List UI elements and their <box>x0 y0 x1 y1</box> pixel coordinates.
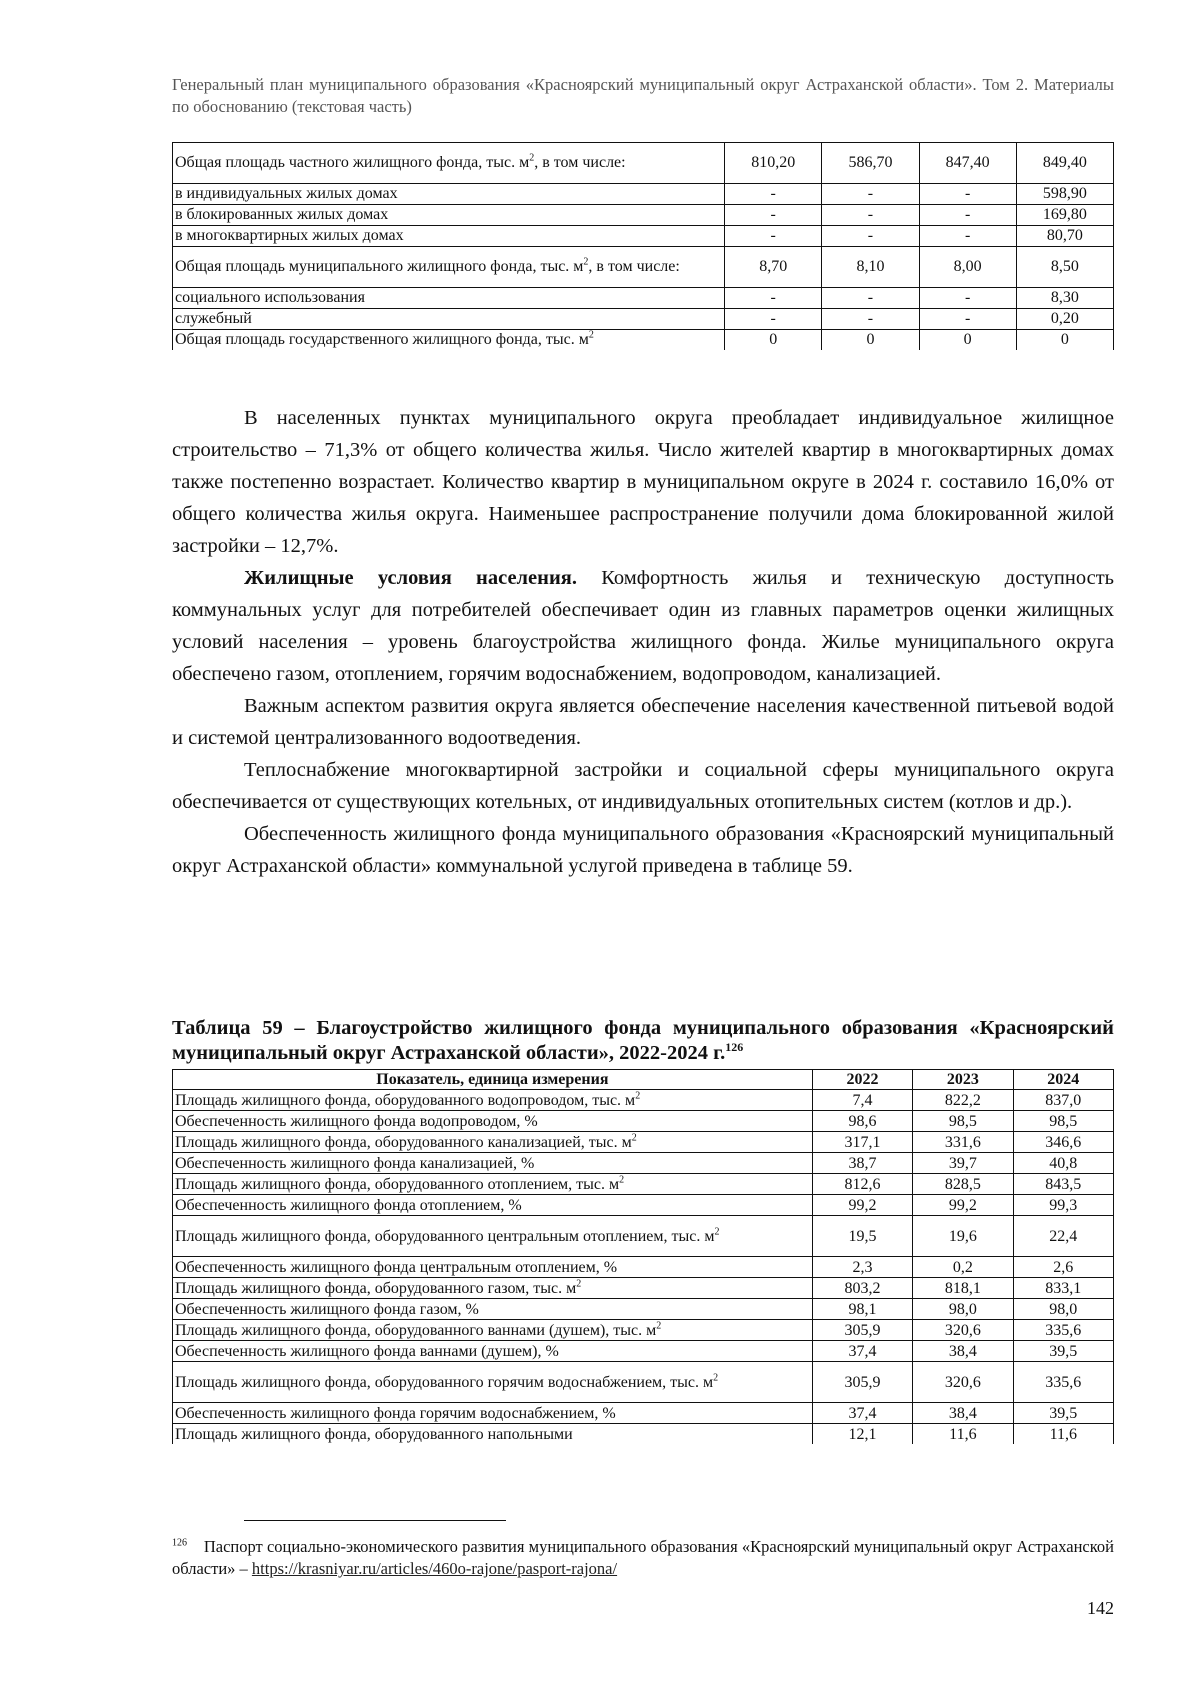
cell-value: 8,10 <box>822 247 919 288</box>
table-row <box>173 1216 1114 1257</box>
cell-value: 11,6 <box>913 1424 1013 1445</box>
cell-value: 8,00 <box>919 247 1016 288</box>
cell-value: 8,70 <box>725 247 822 288</box>
table-row <box>173 1320 1114 1341</box>
row-label: Обеспеченность жилищного фонда водопроводом, % <box>173 1111 813 1132</box>
cell-value: 812,6 <box>812 1174 912 1195</box>
cell-value: 98,6 <box>812 1111 912 1132</box>
column-header: Показатель, единица измерения <box>173 1070 813 1090</box>
cell-value: 38,7 <box>812 1153 912 1174</box>
cell-value: - <box>822 288 919 309</box>
cell-value: 11,6 <box>1013 1424 1113 1445</box>
cell-value: 7,4 <box>812 1090 912 1111</box>
cell-value: 99,3 <box>1013 1195 1113 1216</box>
table-row <box>173 1174 1114 1195</box>
cell-value: - <box>822 226 919 247</box>
body-text <box>172 402 1114 882</box>
paragraph: Обеспеченность жилищного фонда муниципального образования «Красноярский муниципальный округ Астраханской области» коммунальной услугой приведена в таблице 59. <box>172 823 1114 877</box>
cell-value: - <box>725 288 822 309</box>
row-label: Обеспеченность жилищного фонда газом, % <box>173 1299 813 1320</box>
footnote-link[interactable]: https://krasniyar.ru/articles/460o-rajone/pasport-rajona/ <box>251 1559 618 1578</box>
table-row <box>173 1090 1114 1111</box>
paragraph-heading: Жилищные условия населения. <box>244 567 577 589</box>
cell-value: 0 <box>822 330 919 351</box>
table-row <box>173 1299 1114 1320</box>
cell-value: 38,4 <box>913 1341 1013 1362</box>
cell-value: 346,6 <box>1013 1132 1113 1153</box>
column-header: 2023 <box>913 1070 1013 1090</box>
table-row <box>173 226 1114 247</box>
table-row <box>173 1111 1114 1132</box>
cell-value: 19,6 <box>913 1216 1013 1257</box>
row-label: служебный <box>173 309 725 330</box>
table-row <box>173 184 1114 205</box>
cell-value: 849,40 <box>1016 143 1113 184</box>
row-label: в блокированных жилых домах <box>173 205 725 226</box>
paragraph: В населенных пунктах муниципального округа преобладает индивидуальное жилищное строительство – 71,3% от общего количества жилья. Число жителей квартир в многоквартирных домах также постепенно возрастает. Количество квартир в муниципальном округе в 2024 г. составило 16,0% от общего количества жилья округа. Наименьшее распространение получили дома блокированной жилой застройки – 12,7%. <box>172 407 1114 557</box>
cell-value: - <box>725 205 822 226</box>
cell-value: 38,4 <box>913 1403 1013 1424</box>
row-label: Обеспеченность жилищного фонда ваннами (душем), % <box>173 1341 813 1362</box>
row-label: социального использования <box>173 288 725 309</box>
cell-value: 317,1 <box>812 1132 912 1153</box>
table-row <box>173 1362 1114 1403</box>
footnote-number: 126 <box>172 1537 187 1549</box>
cell-value: - <box>822 205 919 226</box>
row-label: Площадь жилищного фонда, оборудованного водопроводом, тыс. $м^2$ <box>173 1090 813 1111</box>
cell-value: - <box>822 309 919 330</box>
cell-value: 40,8 <box>1013 1153 1113 1174</box>
cell-value: - <box>919 205 1016 226</box>
cell-value: 320,6 <box>913 1320 1013 1341</box>
cell-value: - <box>919 226 1016 247</box>
table-row <box>173 1257 1114 1278</box>
table-caption: Таблица 59 – Благоустройство жилищного фонда муниципального образования «Красноярский муниципальный округ Астраханской области», 2022-2024 г.$^{126}$ <box>172 1017 1114 1064</box>
row-label: Площадь жилищного фонда, оборудованного горячим водоснабжением, тыс. $м^2$ <box>173 1362 813 1403</box>
cell-value: 803,2 <box>812 1278 912 1299</box>
running-header: Генеральный план муниципального образования «Красноярский муниципальный округ Астраханской области». Том 2. Материалы по обоснованию (текстовая часть) <box>172 75 1114 116</box>
cell-value: 37,4 <box>812 1341 912 1362</box>
table-row <box>173 1153 1114 1174</box>
cell-value: 331,6 <box>913 1132 1013 1153</box>
table-row <box>173 330 1114 351</box>
cell-value: 833,1 <box>1013 1278 1113 1299</box>
cell-value: 98,0 <box>913 1299 1013 1320</box>
table-row <box>173 1195 1114 1216</box>
cell-value: 99,2 <box>812 1195 912 1216</box>
footnote-text: Паспорт социально-экономического развития муниципального образования «Красноярский муниципальный округ Астраханской области» – <box>172 1537 1114 1578</box>
row-label: в многоквартирных жилых домах <box>173 226 725 247</box>
cell-value: 98,5 <box>1013 1111 1113 1132</box>
table-header-row <box>173 1070 1114 1090</box>
cell-value: - <box>725 226 822 247</box>
cell-value: 828,5 <box>913 1174 1013 1195</box>
cell-value: 305,9 <box>812 1362 912 1403</box>
row-label: Площадь жилищного фонда, оборудованного напольными <box>173 1424 813 1445</box>
cell-value: - <box>822 184 919 205</box>
cell-value: 98,1 <box>812 1299 912 1320</box>
table-row <box>173 1132 1114 1153</box>
page-number: 142 <box>1087 1598 1114 1618</box>
row-label: Площадь жилищного фонда, оборудованного отоплением, тыс. $м^2$ <box>173 1174 813 1195</box>
cell-value: 8,30 <box>1016 288 1113 309</box>
cell-value: 305,9 <box>812 1320 912 1341</box>
cell-value: 0,20 <box>1016 309 1113 330</box>
column-header: 2024 <box>1013 1070 1113 1090</box>
cell-value: 8,50 <box>1016 247 1113 288</box>
cell-value: 0 <box>725 330 822 351</box>
table-row <box>173 1424 1114 1445</box>
row-label: Площадь жилищного фонда, оборудованного центральным отоплением, тыс. $м^2$ <box>173 1216 813 1257</box>
table-row <box>173 247 1114 288</box>
footnote-ref: 126 <box>725 1040 744 1055</box>
row-label: в индивидуальных жилых домах <box>173 184 725 205</box>
table-row <box>173 143 1114 184</box>
cell-value: 843,5 <box>1013 1174 1113 1195</box>
row-label: Обеспеченность жилищного фонда центральным отоплением, % <box>173 1257 813 1278</box>
paragraph: Теплоснабжение многоквартирной застройки и социальной сферы муниципального округа обеспечивается от существующих котельных, от индивидуальных отопительных систем (котлов и др.). <box>172 759 1114 813</box>
cell-value: 2,6 <box>1013 1257 1113 1278</box>
cell-value: 0,2 <box>913 1257 1013 1278</box>
cell-value: - <box>725 184 822 205</box>
cell-value: 837,0 <box>1013 1090 1113 1111</box>
cell-value: - <box>919 288 1016 309</box>
row-label: Площадь жилищного фонда, оборудованного газом, тыс. $м^2$ <box>173 1278 813 1299</box>
cell-value: 37,4 <box>812 1403 912 1424</box>
cell-value: 99,2 <box>913 1195 1013 1216</box>
table-row <box>173 205 1114 226</box>
row-label: Обеспеченность жилищного фонда канализацией, % <box>173 1153 813 1174</box>
row-label: Общая площадь частного жилищного фонда, тыс. $м^2$, в том числе: <box>173 143 725 184</box>
cell-value: 818,1 <box>913 1278 1013 1299</box>
paragraph: Важным аспектом развития округа является обеспечение населения качественной питьевой водой и системой централизованного водоотведения. <box>172 695 1114 749</box>
housing-stock-table <box>172 142 1114 350</box>
row-label: Обеспеченность жилищного фонда отоплением, % <box>173 1195 813 1216</box>
paragraph: Жилищные условия населения. Комфортность жилья и техническую доступность коммунальных услуг для потребителей обеспечивает один из главных параметров оценки жилищных условий населения – уровень благоустройства жилищного фонда. Жилье муниципального округа обеспечено газом, отоплением, горячим водоснабжением, водопроводом, канализацией. <box>172 567 1115 685</box>
cell-value: 98,0 <box>1013 1299 1113 1320</box>
cell-value: - <box>919 309 1016 330</box>
footnote-divider <box>244 1520 506 1521</box>
row-label: Общая площадь муниципального жилищного фонда, тыс. $м^2$, в том числе: <box>173 247 725 288</box>
footnote <box>172 1536 1114 1580</box>
cell-value: 169,80 <box>1016 205 1113 226</box>
table-row <box>173 288 1114 309</box>
cell-value: 39,5 <box>1013 1341 1113 1362</box>
cell-value: 335,6 <box>1013 1362 1113 1403</box>
cell-value: 0 <box>919 330 1016 351</box>
cell-value: 2,3 <box>812 1257 912 1278</box>
amenities-table <box>172 1069 1114 1444</box>
row-label: Площадь жилищного фонда, оборудованного ваннами (душем), тыс. $м^2$ <box>173 1320 813 1341</box>
row-label: Площадь жилищного фонда, оборудованного канализацией, тыс. $м^2$ <box>173 1132 813 1153</box>
table-row <box>173 309 1114 330</box>
cell-value: 98,5 <box>913 1111 1013 1132</box>
cell-value: 847,40 <box>919 143 1016 184</box>
cell-value: - <box>725 309 822 330</box>
row-label: Общая площадь государственного жилищного фонда, тыс. $м^2$ <box>173 330 725 351</box>
cell-value: 822,2 <box>913 1090 1013 1111</box>
cell-value: 39,5 <box>1013 1403 1113 1424</box>
column-header: 2022 <box>812 1070 912 1090</box>
cell-value: 0 <box>1016 330 1113 351</box>
cell-value: 598,90 <box>1016 184 1113 205</box>
table-row <box>173 1278 1114 1299</box>
table-row <box>173 1341 1114 1362</box>
cell-value: 810,20 <box>725 143 822 184</box>
cell-value: 22,4 <box>1013 1216 1113 1257</box>
cell-value: - <box>919 184 1016 205</box>
cell-value: 335,6 <box>1013 1320 1113 1341</box>
cell-value: 80,70 <box>1016 226 1113 247</box>
row-label: Обеспеченность жилищного фонда горячим водоснабжением, % <box>173 1403 813 1424</box>
cell-value: 19,5 <box>812 1216 912 1257</box>
cell-value: 12,1 <box>812 1424 912 1445</box>
cell-value: 39,7 <box>913 1153 1013 1174</box>
cell-value: 586,70 <box>822 143 919 184</box>
cell-value: 320,6 <box>913 1362 1013 1403</box>
table-row <box>173 1403 1114 1424</box>
